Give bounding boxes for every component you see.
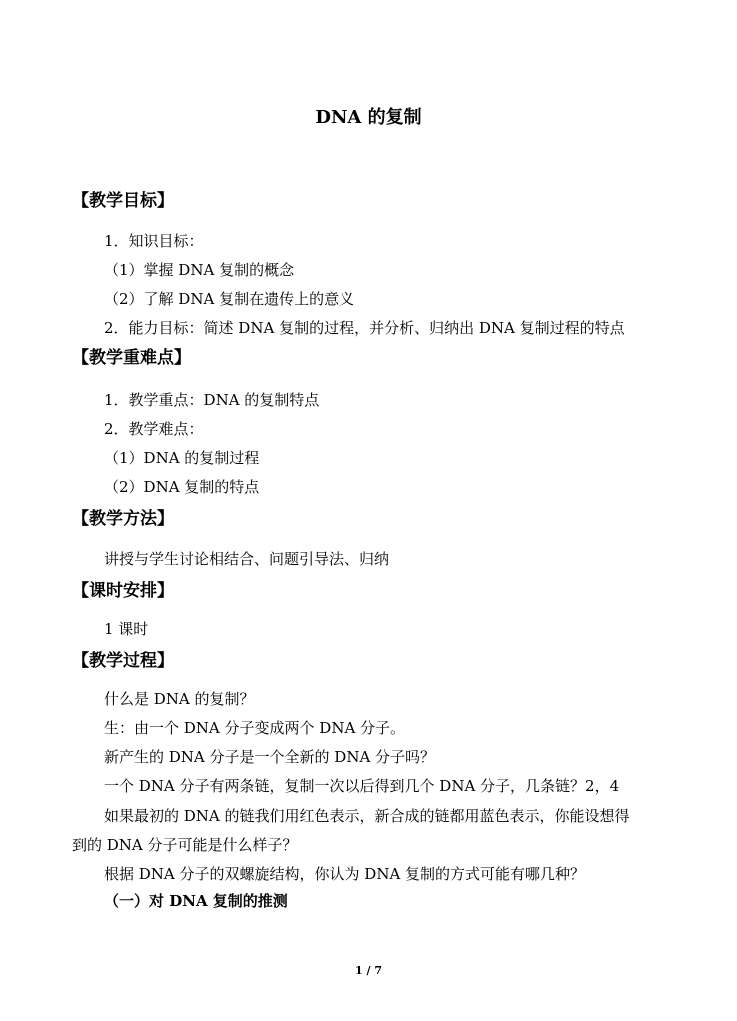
document-title: DNA 的复制 bbox=[315, 107, 422, 128]
section-heading-schedule: 【课时安排】 bbox=[72, 581, 174, 601]
paragraph-line: 生：由一个 DNA 分子变成两个 DNA 分子。 bbox=[104, 719, 406, 737]
paragraph-line: 2．能力目标：简述 DNA 复制的过程，并分析、归纳出 DNA 复制过程的特点 bbox=[104, 319, 625, 337]
paragraph-line: 新产生的 DNA 分子是一个全新的 DNA 分子吗？ bbox=[104, 748, 436, 766]
paragraph-line: （2）DNA 复制的特点 bbox=[104, 478, 260, 496]
paragraph-line: 什么是 DNA 的复制？ bbox=[104, 690, 255, 708]
section-heading-teaching-methods: 【教学方法】 bbox=[72, 509, 174, 529]
paragraph-line: （1）掌握 DNA 复制的概念 bbox=[104, 261, 295, 279]
paragraph-line: 1．教学重点：DNA 的复制特点 bbox=[104, 391, 320, 409]
subsection-heading: （一）对 DNA 复制的推测 bbox=[104, 892, 288, 910]
paragraph-line: 讲授与学生讨论相结合、问题引导法、归纳 bbox=[104, 550, 390, 568]
paragraph-line: （1）DNA 的复制过程 bbox=[104, 449, 260, 467]
page-number: 1 / 7 bbox=[355, 964, 382, 977]
paragraph-line: 一个 DNA 分子有两条链，复制一次以后得到几个 DNA 分子，几条链？2，4 bbox=[104, 777, 620, 795]
paragraph-line: （2）了解 DNA 复制在遗传上的意义 bbox=[104, 290, 355, 308]
paragraph-line: 到的 DNA 分子可能是什么样子？ bbox=[72, 836, 298, 854]
paragraph-line: 如果最初的 DNA 的链我们用红色表示，新合成的链都用蓝色表示，你能设想得 bbox=[104, 807, 630, 825]
paragraph-line: 2．教学难点： bbox=[104, 420, 204, 438]
section-heading-teaching-goals: 【教学目标】 bbox=[72, 191, 174, 211]
section-heading-key-points: 【教学重难点】 bbox=[72, 348, 191, 368]
paragraph-line: 1．知识目标： bbox=[104, 232, 204, 250]
paragraph-line: 1 课时 bbox=[104, 620, 149, 638]
section-heading-teaching-process: 【教学过程】 bbox=[72, 651, 174, 671]
paragraph-line: 根据 DNA 分子的双螺旋结构，你认为 DNA 复制的方式可能有哪几种？ bbox=[104, 865, 586, 883]
